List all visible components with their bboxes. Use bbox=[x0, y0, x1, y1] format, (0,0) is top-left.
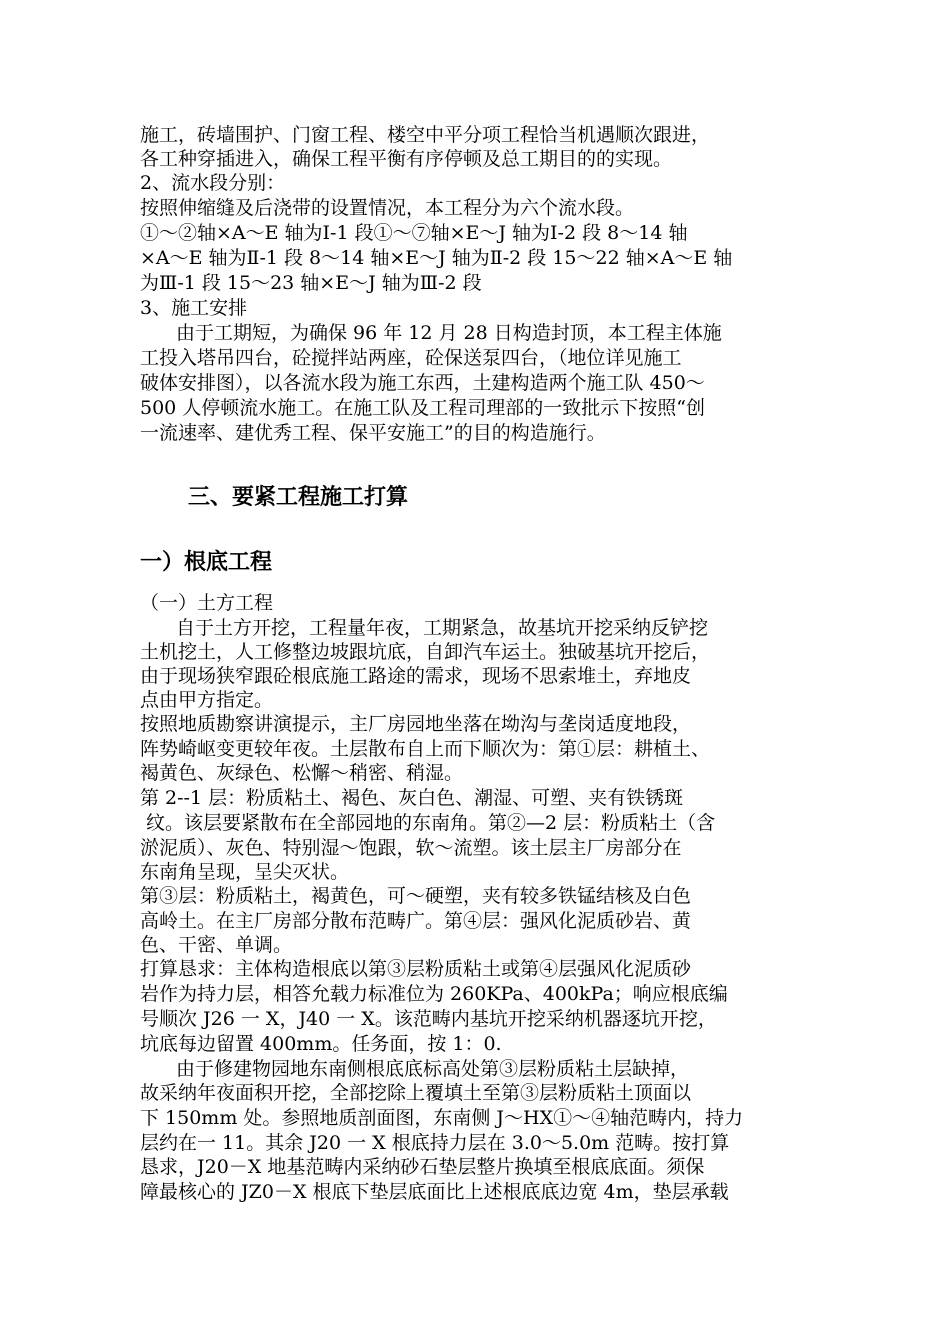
text-line: 东南角呈现，呈尖灭状。 bbox=[140, 861, 350, 883]
text-line: 各工种穿插进入，确保工程平衡有序停顿及总工期目的的实现。 bbox=[140, 148, 673, 170]
text-line: 高岭土。在主厂房部分散布范畴广。第④层：强风化泥质砂岩、黄 bbox=[140, 910, 692, 932]
text-line: 纹。该层要紧散布在全部园地的东南角。第②—2 层：粉质粘土（含 bbox=[140, 812, 716, 834]
section-heading: 三、要紧工程施工打算 bbox=[188, 485, 409, 510]
text-line: 淤泥质）、灰色、特别湿～饱跟，软～流塑。该土层主厂房部分在 bbox=[140, 837, 682, 859]
text-line: 由于工期短，为确保 96 年 12 月 28 日构造封顶，本工程主体施 bbox=[176, 322, 722, 344]
text-line: 褐黄色、灰绿色、松懈～稍密、稍湿。 bbox=[140, 762, 464, 784]
text-line: 500 人停顿流水施工。在施工队及工程司理部的一致批示下按照“创 bbox=[140, 397, 706, 419]
text-line: 下 150mm 处。参照地质剖面图，东南侧 J～HX①～④轴范畴内，持力 bbox=[140, 1107, 744, 1129]
text-line: 色、干密、单调。 bbox=[140, 934, 293, 956]
text-line: 障最核心的 JZ0－X 根底下垫层底面比上述根底底边宽 4m，垫层承载 bbox=[140, 1181, 729, 1203]
text-line: 点由甲方指定。 bbox=[140, 689, 274, 711]
text-line: 破体安排图），以各流水段为施工东西，土建构造两个施工队 450～ bbox=[140, 372, 705, 394]
text-line: 打算恳求：主体构造根底以第③层粉质粘土或第④层强风化泥质砂 bbox=[140, 958, 692, 980]
text-line: ×A～E 轴为Ⅱ-1 段 8～14 轴×E～J 轴为Ⅱ-2 段 15～22 轴×A～E 轴 bbox=[140, 247, 733, 269]
text-line: 由于修建物园地东南侧根底底标高处第③层粉质粘土层缺掉， bbox=[176, 1058, 690, 1080]
text-line: 自于土方开挖，工程量年夜，工期紧急，故基坑开挖采纳反铲挖 bbox=[176, 617, 709, 639]
text-line: （一）土方工程 bbox=[140, 592, 274, 614]
text-line: 层约在一 11。其余 J20 一 X 根底持力层在 3.0～5.0m 范畴。按打算 bbox=[140, 1132, 730, 1154]
text-line: 第③层：粉质粘土，褐黄色，可～硬塑，夹有较多铁锰结核及白色 bbox=[140, 885, 692, 907]
text-line: ①～②轴×A～E 轴为Ⅰ-1 段①～⑦轴×E～J 轴为Ⅰ-2 段 8～14 轴 bbox=[140, 222, 688, 244]
text-line: 由于现场狭窄跟砼根底施工路途的需求，现场不思索堆土，弃地皮 bbox=[140, 665, 692, 687]
text-line: 阵势崎岖变更较年夜。土层散布自上而下顺次为：第①层：耕植土、 bbox=[140, 738, 711, 760]
text-line: 为Ⅲ-1 段 15～23 轴×E～J 轴为Ⅲ-2 段 bbox=[140, 272, 482, 294]
text-line: 恳求，J20－X 地基范畴内采纳砂石垫层整片换填至根底底面。须保 bbox=[140, 1156, 705, 1178]
text-line: 一流速率、建优秀工程、保平安施工”的目的构造施行。 bbox=[140, 422, 606, 444]
text-line: 号顺次 J26 一 X，J40 一 X。该范畴内基坑开挖采纳机器逐坑开挖， bbox=[140, 1008, 717, 1030]
text-line: 2、流水段分别： bbox=[140, 172, 286, 194]
text-line: 土机挖土，人工修整边坡跟坑底，自卸汽车运土。独破基坑开挖后， bbox=[140, 641, 711, 663]
text-line: 3、施工安排 bbox=[140, 297, 248, 319]
text-line: 按照伸缩缝及后浇带的设置情况，本工程分为六个流水段。 bbox=[140, 197, 635, 219]
text-line: 故采纳年夜面积开挖，全部挖除上覆填土至第③层粉质粘土顶面以 bbox=[140, 1082, 692, 1104]
text-line: 第 2--1 层：粉质粘土、褐色、灰白色、潮湿、可塑、夹有铁锈斑 bbox=[140, 787, 684, 809]
text-line: 按照地质勘察讲演提示，主厂房园地坐落在坳沟与垄岗适度地段， bbox=[140, 713, 692, 735]
text-line: 岩作为持力层，相答允载力标准位为 260KPa、400kPa；响应根底编 bbox=[140, 983, 728, 1005]
text-line: 工投入塔吊四台，砼搅拌站两座，砼保送泵四台，（地位详见施工 bbox=[140, 347, 682, 369]
text-line: 坑底每边留置 400mm。任务面，按 1：0. bbox=[140, 1033, 502, 1055]
text-line: 施工，砖墙围护、门窗工程、楼空中平分项工程恰当机遇顺次跟进， bbox=[140, 124, 711, 146]
subsection-heading: 一）根底工程 bbox=[140, 550, 273, 575]
